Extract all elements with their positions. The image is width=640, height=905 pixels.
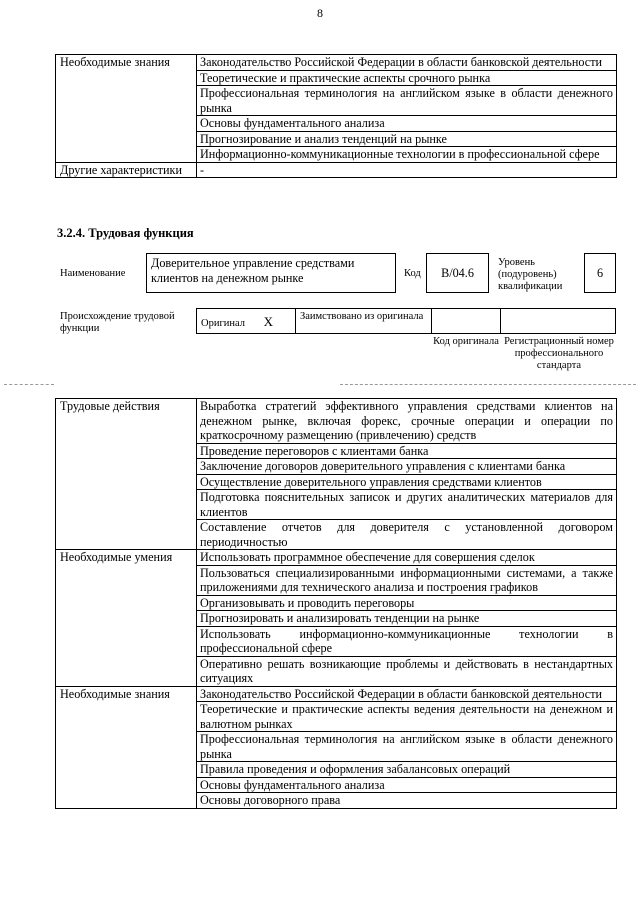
table-cell: Оперативно решать возникающие проблемы и действовать в нестандартных ситуациях xyxy=(197,656,617,686)
function-name-box: Доверительное управление средствами клиентов на денежном рынке xyxy=(146,253,396,293)
reg-caption: Регистрационный номер профессионального стандарта xyxy=(504,336,614,371)
origin-row xyxy=(196,308,616,334)
table-cell: Осуществление доверительного управления средствами клиентов xyxy=(197,474,617,490)
table-cell: - xyxy=(197,162,617,178)
divider xyxy=(4,384,54,385)
table-cell: Теоретические и практические аспекты ведения деятельности на денежном и валютном рынках xyxy=(197,702,617,732)
origin-code-cell xyxy=(431,308,501,334)
table-cell: Информационно-коммуникационные технологии в профессиональной сфере xyxy=(197,147,617,163)
knowledge-table-top xyxy=(55,54,617,178)
table-cell: Выработка стратегий эффективного управления средствами клиентов на денежном рынке, включая форекс, срочные операции и операции по краткосрочному размещению (привлечению) средств xyxy=(197,399,617,444)
table-cell: Правила проведения и оформления забалансовых операций xyxy=(197,762,617,778)
level-box: 6 xyxy=(584,253,616,293)
table-cell: Основы договорного права xyxy=(197,793,617,809)
original-mark: X xyxy=(263,314,274,329)
section-title: 3.2.4. Трудовая функция xyxy=(57,226,194,240)
row-label-other: Другие характеристики xyxy=(56,162,197,178)
code-box: B/04.6 xyxy=(426,253,489,293)
table-cell: Организовывать и проводить переговоры xyxy=(197,595,617,611)
code-caption: Код оригинала xyxy=(433,336,499,347)
table-cell: Основы фундаментального анализа xyxy=(197,116,617,132)
page-number: 8 xyxy=(317,6,323,20)
table-cell: Использовать информационно-коммуникационные технологии в профессиональной сфере xyxy=(197,626,617,656)
table-cell: Прогнозирование и анализ тенденций на рынке xyxy=(197,131,617,147)
table-cell: Основы фундаментального анализа xyxy=(197,777,617,793)
original-label: Оригинал xyxy=(201,318,245,329)
table-cell: Прогнозировать и анализировать тенденции на рынке xyxy=(197,611,617,627)
table-cell: Законодательство Российской Федерации в области банковской деятельности xyxy=(197,686,617,702)
table-cell: Подготовка пояснительных записок и других аналитических материалов для клиентов xyxy=(197,490,617,520)
origin-reg-cell xyxy=(500,308,616,334)
row-label-knowledge: Необходимые знания xyxy=(56,55,197,163)
table-cell: Теоретические и практические аспекты срочного рынка xyxy=(197,70,617,86)
borrowed-cell: Заимствовано из оригинала xyxy=(295,308,432,334)
row-label-knowledge: Необходимые знания xyxy=(56,686,197,808)
table-cell: Профессиональная терминология на английском языке в области денежного рынка xyxy=(197,86,617,116)
table-cell: Проведение переговоров с клиентами банка xyxy=(197,443,617,459)
original-cell xyxy=(196,308,296,334)
divider xyxy=(340,384,636,385)
table-cell: Заключение договоров доверительного управления с клиентами банка xyxy=(197,459,617,475)
table-cell: Профессиональная терминология на английском языке в области денежного рынка xyxy=(197,732,617,762)
origin-label: Происхождение трудовой функции xyxy=(60,311,175,334)
table-cell: Пользоваться специализированными информационными системами, а также приложениями для технического анализа и построения графиков xyxy=(197,565,617,595)
table-cell: Составление отчетов для доверителя с установленной договором периодичностью xyxy=(197,520,617,550)
table-cell: Использовать программное обеспечение для совершения сделок xyxy=(197,550,617,566)
row-label-actions: Трудовые действия xyxy=(56,399,197,550)
labor-function-table xyxy=(55,398,617,809)
table-cell: Законодательство Российской Федерации в области банковской деятельности xyxy=(197,55,617,71)
level-label: Уровень (подуровень) квалификации xyxy=(498,257,563,292)
code-label: Код xyxy=(404,268,421,279)
name-label: Наименование xyxy=(60,268,126,279)
row-label-skills: Необходимые умения xyxy=(56,550,197,687)
